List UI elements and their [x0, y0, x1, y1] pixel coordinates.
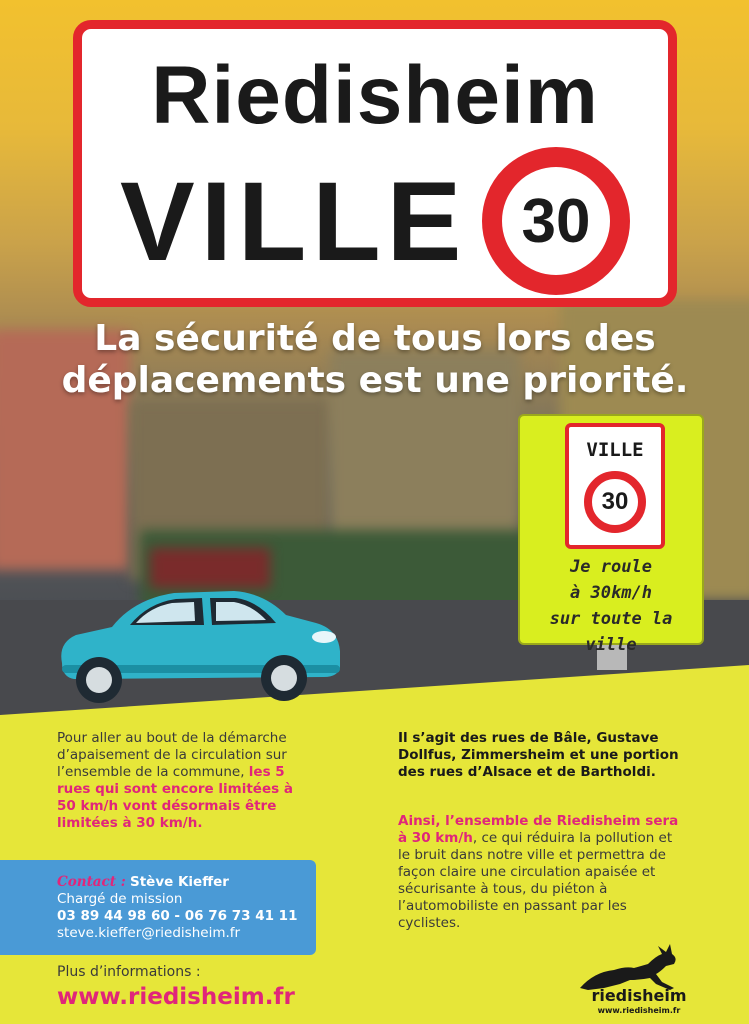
contact-role: Chargé de mission	[57, 891, 183, 907]
right-para-2	[398, 813, 688, 932]
website-link[interactable]: www.riedisheim.fr	[57, 984, 295, 1010]
headline	[40, 318, 710, 402]
blurred-car	[150, 548, 270, 588]
right-para-1: Il s’agit des rues de Bâle, Gustave Dollfus, Zimmersheim et une portion des rues d’Alsace et de Bartholdi.	[398, 730, 679, 780]
contact-phone: 03 89 44 98 60 - 06 76 73 41 11	[57, 908, 298, 924]
logo-url: www.riedisheim.fr	[597, 1006, 681, 1015]
headline-line-2: déplacements est une priorité.	[61, 360, 689, 401]
small-speed-limit-value: 30	[601, 488, 629, 515]
speed-limit-value: 30	[521, 186, 591, 256]
small-sign-line-3: sur toute la ville	[549, 609, 673, 655]
speed-limit-sign	[482, 147, 630, 295]
contact-email[interactable]: steve.kieffer@riedisheim.fr	[57, 925, 241, 941]
left-intro: Pour aller au bout de la démarche d’apaisement de la circulation sur l’ensemble de la commune,	[57, 730, 287, 780]
right-para-2-rest: , ce qui réduira la pollution et le bruit dans notre ville et permettra de façon claire une circulation apaisée et sécurisante à tous, du piéton à l’automobiliste en passant par les cyclistes.	[398, 830, 673, 931]
small-sign-text	[520, 554, 702, 658]
right-column-text	[398, 730, 688, 932]
contact-box	[0, 860, 316, 955]
more-info-label: Plus d’informations :	[57, 964, 201, 980]
contact-name: Stève Kieffer	[129, 874, 229, 890]
headline-line-1: La sécurité de tous lors des	[94, 318, 656, 359]
contact-header	[57, 874, 316, 891]
small-sign-ville: VILLE	[586, 439, 644, 461]
sign-ville: VILLE	[120, 159, 468, 284]
contact-label: Contact :	[57, 874, 126, 890]
right-para-2-highlight: Ainsi, l’ensemble de Riedisheim sera à 30 km/h	[398, 813, 679, 846]
left-column-text	[57, 730, 312, 832]
deer-icon	[574, 942, 704, 992]
logo-name: riedisheim	[591, 986, 687, 1005]
small-sign-line-2: à 30km/h	[570, 583, 652, 603]
left-highlight: les 5 rues qui sont encore limitées à 50 km/h vont désormais être limitées à 30 km/h.	[57, 764, 293, 831]
small-sign-line-1: Je roule	[570, 557, 652, 577]
ville-30-panel	[518, 414, 704, 655]
riedisheim-logo	[574, 942, 704, 1022]
small-speed-limit-sign	[584, 471, 646, 533]
sign-town-name: Riedisheim	[151, 50, 599, 141]
car-illustration	[54, 585, 344, 705]
town-entry-sign	[73, 20, 677, 307]
ville-30-inner-sign	[565, 423, 665, 549]
